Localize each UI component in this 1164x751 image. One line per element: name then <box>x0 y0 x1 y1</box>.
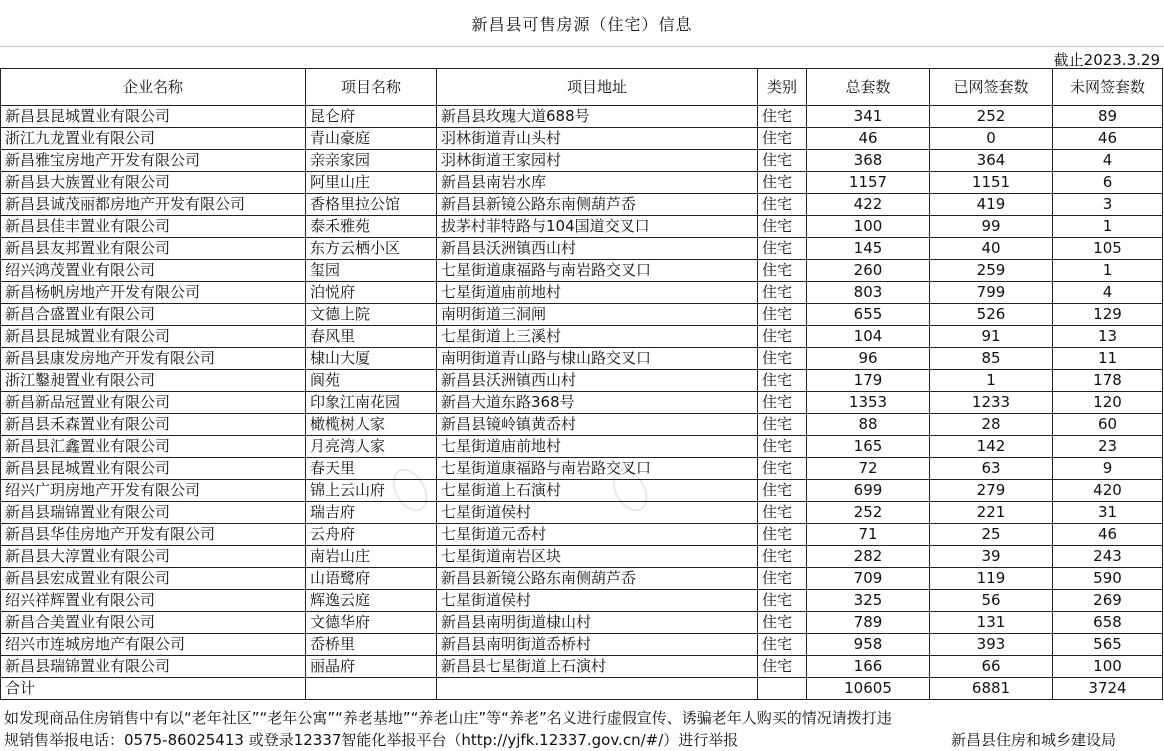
table-cell: 玺园 <box>306 260 437 282</box>
table-cell: 七星街道庙前地村 <box>437 436 758 458</box>
table-cell: 七星街道元岙村 <box>437 524 758 546</box>
table-cell: 春风里 <box>306 326 437 348</box>
total-label: 合计 <box>1 678 306 700</box>
table-cell: 住宅 <box>758 106 807 128</box>
table-cell: 新昌雅宝房地产开发有限公司 <box>1 150 306 172</box>
table-row <box>1 326 1163 348</box>
table-row <box>1 634 1163 656</box>
table-cell: 浙江鑿昶置业有限公司 <box>1 370 306 392</box>
table-cell: 23 <box>1053 436 1163 458</box>
column-header: 类别 <box>758 69 807 106</box>
table-cell: 新昌县新镜公路东南侧葫芦岙 <box>437 194 758 216</box>
table-cell: 66 <box>930 656 1053 678</box>
table-cell: 958 <box>807 634 930 656</box>
table-cell: 文德上院 <box>306 304 437 326</box>
table-cell: 新昌县南岩水库 <box>437 172 758 194</box>
table-cell: 269 <box>1053 590 1163 612</box>
table-cell: 4 <box>1053 282 1163 304</box>
table-cell: 橄榄树人家 <box>306 414 437 436</box>
table-cell: 文德华府 <box>306 612 437 634</box>
table-cell: 新昌县佳丰置业有限公司 <box>1 216 306 238</box>
table-cell: 七星街道侯村 <box>437 590 758 612</box>
table-row <box>1 656 1163 678</box>
table-cell: 252 <box>930 106 1053 128</box>
table-row <box>1 238 1163 260</box>
table-cell: 羽林街道青山头村 <box>437 128 758 150</box>
table-cell: 655 <box>807 304 930 326</box>
table-cell: 100 <box>1053 656 1163 678</box>
table-row <box>1 194 1163 216</box>
table-cell: 3 <box>1053 194 1163 216</box>
table-cell: 新昌县华佳房地产开发有限公司 <box>1 524 306 546</box>
table-cell: 绍兴鸿茂置业有限公司 <box>1 260 306 282</box>
table-cell: 89 <box>1053 106 1163 128</box>
table-cell: 住宅 <box>758 238 807 260</box>
table-cell: 新昌新品冠置业有限公司 <box>1 392 306 414</box>
table-cell: 新昌县瑞锦置业有限公司 <box>1 502 306 524</box>
table-cell: 住宅 <box>758 260 807 282</box>
table-cell: 新昌县镜岭镇黄岙村 <box>437 414 758 436</box>
table-cell: 46 <box>1053 524 1163 546</box>
table-cell: 4 <box>1053 150 1163 172</box>
table-cell: 住宅 <box>758 458 807 480</box>
table-cell: 526 <box>930 304 1053 326</box>
table-row <box>1 524 1163 546</box>
table-cell: 新昌县康发房地产开发有限公司 <box>1 348 306 370</box>
table-cell: 七星街道上三溪村 <box>437 326 758 348</box>
table-cell: 新昌县诚茂丽都房地产开发有限公司 <box>1 194 306 216</box>
table-cell: 昆仑府 <box>306 106 437 128</box>
table-cell: 泊悦府 <box>306 282 437 304</box>
table-row <box>1 282 1163 304</box>
table-cell: 羽林街道王家园村 <box>437 150 758 172</box>
table-cell: 165 <box>807 436 930 458</box>
table-cell: 1157 <box>807 172 930 194</box>
table-cell: 新昌县汇鑫置业有限公司 <box>1 436 306 458</box>
total-signed: 6881 <box>930 678 1053 700</box>
table-cell: 新昌县玫瑰大道688号 <box>437 106 758 128</box>
table-cell: 13 <box>1053 326 1163 348</box>
table-row <box>1 106 1163 128</box>
table-cell: 新昌县宏成置业有限公司 <box>1 568 306 590</box>
table-cell: 丽晶府 <box>306 656 437 678</box>
table-cell: 七星街道南岩区块 <box>437 546 758 568</box>
total-row <box>1 678 1163 700</box>
table-cell: 山语鹭府 <box>306 568 437 590</box>
table-cell: 1 <box>1053 216 1163 238</box>
as-of-date: 截止2023.3.29 <box>1053 51 1160 69</box>
table-cell: 178 <box>1053 370 1163 392</box>
table-cell: 云舟府 <box>306 524 437 546</box>
table-cell: 799 <box>930 282 1053 304</box>
table-cell: 绍兴广玥房地产开发有限公司 <box>1 480 306 502</box>
table-cell: 新昌杨帆房地产开发有限公司 <box>1 282 306 304</box>
table-cell: 住宅 <box>758 392 807 414</box>
table-cell: 279 <box>930 480 1053 502</box>
table-cell: 565 <box>1053 634 1163 656</box>
table-cell: 住宅 <box>758 480 807 502</box>
table-cell: 月亮湾人家 <box>306 436 437 458</box>
table-cell: 住宅 <box>758 524 807 546</box>
table-cell: 新昌县沃洲镇西山村 <box>437 238 758 260</box>
housing-table <box>0 68 1163 700</box>
column-header: 项目地址 <box>437 69 758 106</box>
table-cell: 789 <box>807 612 930 634</box>
table-cell: 七星街道上石演村 <box>437 480 758 502</box>
table-cell: 1233 <box>930 392 1053 414</box>
table-cell: 住宅 <box>758 128 807 150</box>
table-cell: 60 <box>1053 414 1163 436</box>
table-cell: 新昌县昆城置业有限公司 <box>1 458 306 480</box>
title-divider <box>0 46 1164 47</box>
table-row <box>1 216 1163 238</box>
column-header: 企业名称 <box>1 69 306 106</box>
table-row <box>1 458 1163 480</box>
table-cell: 31 <box>1053 502 1163 524</box>
table-cell: 住宅 <box>758 216 807 238</box>
table-cell: 803 <box>807 282 930 304</box>
notice-line: 如发现商品住房销售中有以“老年社区”“老年公寓”“养老基地”“养老山庄”等“养老”名义进行虚假宣传、诱骗老年人购买的情况请拨打违 <box>4 709 892 727</box>
table-cell: 住宅 <box>758 656 807 678</box>
notice-line: 规销售举报电话：0575-86025413 或登录12337智能化举报平台（http://yjfk.12337.gov.cn/#/）进行举报 <box>4 731 739 749</box>
table-cell: 88 <box>807 414 930 436</box>
table-cell: 709 <box>807 568 930 590</box>
table-cell: 东方云栖小区 <box>306 238 437 260</box>
table-row <box>1 590 1163 612</box>
table-cell: 590 <box>1053 568 1163 590</box>
table-cell: 阿里山庄 <box>306 172 437 194</box>
table-cell: 368 <box>807 150 930 172</box>
table-cell: 住宅 <box>758 590 807 612</box>
table-cell: 243 <box>1053 546 1163 568</box>
table-cell: 99 <box>930 216 1053 238</box>
table-row <box>1 612 1163 634</box>
table-cell: 锦上云山府 <box>306 480 437 502</box>
table-cell: 岙桥里 <box>306 634 437 656</box>
table-row <box>1 392 1163 414</box>
table-cell: 325 <box>807 590 930 612</box>
table-cell: 46 <box>807 128 930 150</box>
table-cell: 104 <box>807 326 930 348</box>
table-row <box>1 370 1163 392</box>
table-cell: 1 <box>1053 260 1163 282</box>
table-cell: 住宅 <box>758 194 807 216</box>
table-cell: 0 <box>930 128 1053 150</box>
table-cell: 260 <box>807 260 930 282</box>
table-cell: 南岩山庄 <box>306 546 437 568</box>
table-cell: 住宅 <box>758 436 807 458</box>
table-cell: 亲亲家园 <box>306 150 437 172</box>
table-cell: 住宅 <box>758 414 807 436</box>
column-header: 项目名称 <box>306 69 437 106</box>
table-cell: 新昌大道东路368号 <box>437 392 758 414</box>
table-cell: 259 <box>930 260 1053 282</box>
table-cell: 绍兴市连城房地产有限公司 <box>1 634 306 656</box>
table-cell: 658 <box>1053 612 1163 634</box>
table-cell: 25 <box>930 524 1053 546</box>
table-cell: 拔茅村菲特路与104国道交叉口 <box>437 216 758 238</box>
table-cell: 新昌县昆城置业有限公司 <box>1 326 306 348</box>
column-header: 未网签套数 <box>1053 69 1163 106</box>
table-cell: 166 <box>807 656 930 678</box>
table-cell: 699 <box>807 480 930 502</box>
table-cell: 瑞吉府 <box>306 502 437 524</box>
table-cell: 新昌县南明街道岙桥村 <box>437 634 758 656</box>
table-cell: 住宅 <box>758 546 807 568</box>
table-cell: 新昌县新镜公路东南侧葫芦岙 <box>437 568 758 590</box>
table-cell: 绍兴祥辉置业有限公司 <box>1 590 306 612</box>
table-cell: 393 <box>930 634 1053 656</box>
table-cell: 七星街道侯村 <box>437 502 758 524</box>
table-cell: 辉逸云庭 <box>306 590 437 612</box>
table-cell: 252 <box>807 502 930 524</box>
table-header-row <box>1 69 1163 106</box>
table-cell <box>306 678 437 700</box>
table-cell: 28 <box>930 414 1053 436</box>
table-cell: 91 <box>930 326 1053 348</box>
table-cell: 新昌县沃洲镇西山村 <box>437 370 758 392</box>
table-cell: 221 <box>930 502 1053 524</box>
table-cell: 1353 <box>807 392 930 414</box>
table-cell: 56 <box>930 590 1053 612</box>
table-body <box>1 106 1163 678</box>
table-cell: 南明街道青山路与棣山路交叉口 <box>437 348 758 370</box>
table-cell: 新昌县瑞锦置业有限公司 <box>1 656 306 678</box>
table-cell: 11 <box>1053 348 1163 370</box>
table-cell: 40 <box>930 238 1053 260</box>
table-cell: 新昌县友邦置业有限公司 <box>1 238 306 260</box>
table-cell: 新昌合美置业有限公司 <box>1 612 306 634</box>
table-cell: 棣山大厦 <box>306 348 437 370</box>
table-row <box>1 150 1163 172</box>
table-row <box>1 304 1163 326</box>
table-cell: 住宅 <box>758 612 807 634</box>
table-cell: 71 <box>807 524 930 546</box>
table-cell: 72 <box>807 458 930 480</box>
table-cell: 85 <box>930 348 1053 370</box>
table-cell: 新昌县南明街道棣山村 <box>437 612 758 634</box>
table-cell: 105 <box>1053 238 1163 260</box>
table-cell: 129 <box>1053 304 1163 326</box>
table-cell: 住宅 <box>758 634 807 656</box>
table-cell: 住宅 <box>758 348 807 370</box>
table-cell: 住宅 <box>758 370 807 392</box>
total-unsigned: 3724 <box>1053 678 1163 700</box>
table-cell: 住宅 <box>758 150 807 172</box>
table-row <box>1 172 1163 194</box>
total-units: 10605 <box>807 678 930 700</box>
table-cell: 新昌县昆城置业有限公司 <box>1 106 306 128</box>
table-cell: 住宅 <box>758 304 807 326</box>
table-cell: 63 <box>930 458 1053 480</box>
table-cell: 印象江南花园 <box>306 392 437 414</box>
table-row <box>1 260 1163 282</box>
table-cell <box>758 678 807 700</box>
table-cell: 341 <box>807 106 930 128</box>
table-cell: 住宅 <box>758 502 807 524</box>
table-cell: 新昌合盛置业有限公司 <box>1 304 306 326</box>
issuing-department: 新昌县住房和城乡建设局 <box>950 731 1116 749</box>
table-row <box>1 436 1163 458</box>
table-cell: 145 <box>807 238 930 260</box>
table-cell: 120 <box>1053 392 1163 414</box>
table-cell: 46 <box>1053 128 1163 150</box>
table-cell: 1151 <box>930 172 1053 194</box>
table-cell: 39 <box>930 546 1053 568</box>
column-header: 已网签套数 <box>930 69 1053 106</box>
table-cell: 119 <box>930 568 1053 590</box>
table-cell: 100 <box>807 216 930 238</box>
table-cell: 住宅 <box>758 172 807 194</box>
table-row <box>1 480 1163 502</box>
table-cell: 浙江九龙置业有限公司 <box>1 128 306 150</box>
table-row <box>1 546 1163 568</box>
table-cell: 282 <box>807 546 930 568</box>
table-cell: 泰禾雅苑 <box>306 216 437 238</box>
table-cell: 新昌县禾森置业有限公司 <box>1 414 306 436</box>
table-row <box>1 414 1163 436</box>
table-row <box>1 568 1163 590</box>
table-row <box>1 502 1163 524</box>
table-cell: 住宅 <box>758 282 807 304</box>
table-cell <box>437 678 758 700</box>
table-cell: 七星街道康福路与南岩路交叉口 <box>437 458 758 480</box>
table-cell: 420 <box>1053 480 1163 502</box>
table-cell: 青山豪庭 <box>306 128 437 150</box>
table-cell: 131 <box>930 612 1053 634</box>
table-cell: 419 <box>930 194 1053 216</box>
table-cell: 春天里 <box>306 458 437 480</box>
table-cell: 新昌县大淳置业有限公司 <box>1 546 306 568</box>
table-cell: 新昌县大族置业有限公司 <box>1 172 306 194</box>
page-title: 新昌县可售房源（住宅）信息 <box>471 15 693 34</box>
table-cell: 香格里拉公馆 <box>306 194 437 216</box>
table-cell: 179 <box>807 370 930 392</box>
table-cell: 1 <box>930 370 1053 392</box>
table-cell: 9 <box>1053 458 1163 480</box>
table-cell: 住宅 <box>758 326 807 348</box>
table-row <box>1 128 1163 150</box>
table-row <box>1 348 1163 370</box>
table-cell: 南明街道三洞闸 <box>437 304 758 326</box>
table-cell: 96 <box>807 348 930 370</box>
table-cell: 422 <box>807 194 930 216</box>
table-cell: 6 <box>1053 172 1163 194</box>
table-cell: 七星街道康福路与南岩路交叉口 <box>437 260 758 282</box>
table-cell: 364 <box>930 150 1053 172</box>
table-cell: 142 <box>930 436 1053 458</box>
table-cell: 住宅 <box>758 568 807 590</box>
table-cell: 新昌县七星街道上石演村 <box>437 656 758 678</box>
column-header: 总套数 <box>807 69 930 106</box>
table-cell: 七星街道庙前地村 <box>437 282 758 304</box>
table-cell: 阆苑 <box>306 370 437 392</box>
